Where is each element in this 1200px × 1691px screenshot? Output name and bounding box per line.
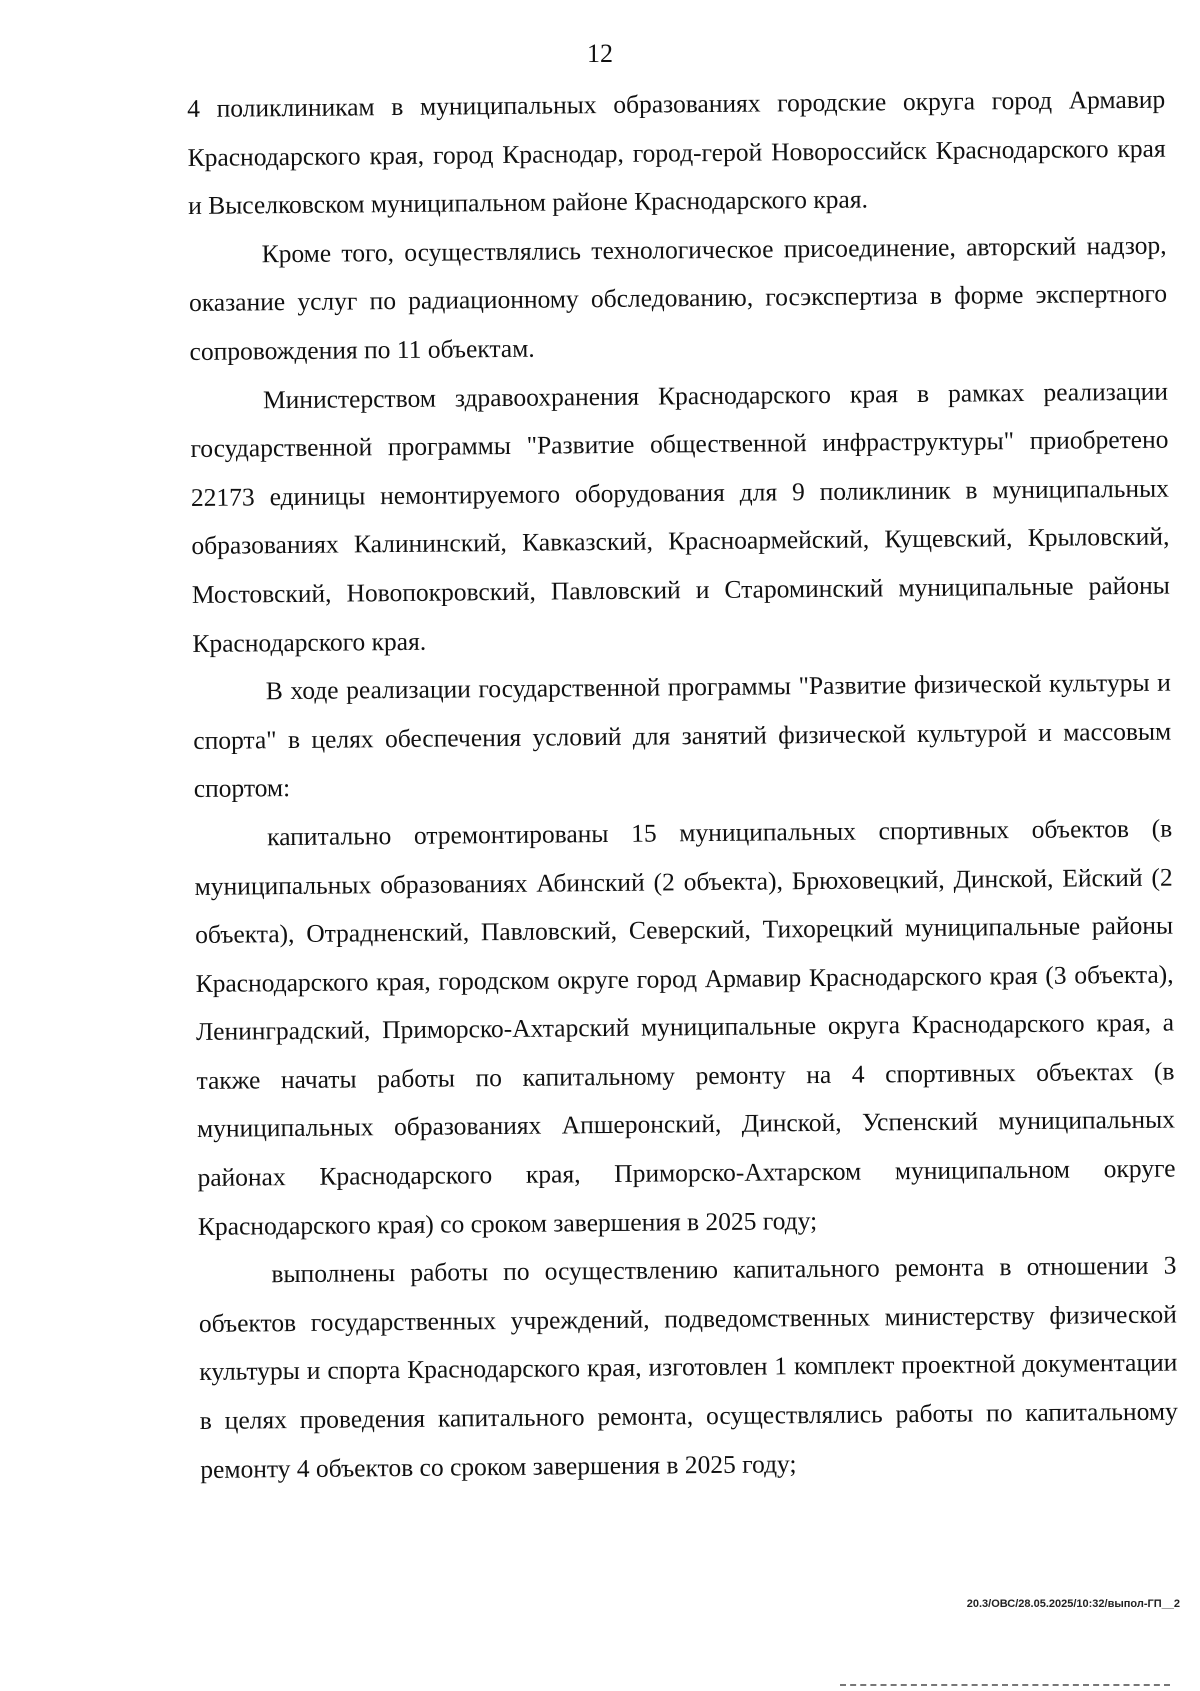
bottom-edge-marks [840, 1684, 1170, 1689]
footer-document-code: 20.3/ОВС/28.05.2025/10:32/выпол-ГП__2 [966, 1598, 1180, 1610]
page-number: 12 [587, 39, 613, 68]
paragraph-polyclinics-continuation: 4 поликлиникам в муниципальных образованиях городские округа город Армавир Краснодарского края, город Краснодар, город-герой Новороссийск Краснодарского края и Выселковском муниципальном районе Краснодарского края. [187, 84, 1166, 221]
paragraph-health-ministry-equipment: Министерством здравоохранения Краснодарского края в рамках реализации государственной программы "Развитие общественной инфраструктуры" приобретено 22173 единицы немонтируемого оборудования для 9 поликлиник в муниципальных образованиях Калининский, Кавказский, Красноармейский, Кущевский, Крыловский, Мостовский, Новопокровский, Павловский и Староминский муниципальные районы Краснодарского края. [190, 376, 1170, 658]
paragraph-technological-connection: Кроме того, осуществлялись технологическое присоединение, авторский надзор, оказание услуг по радиационному обследованию, госэкспертиза в форме экспертного сопровождения по 11 объектам. [188, 230, 1168, 366]
paragraph-state-institutions-repair: выполнены работы по осуществлению капитального ремонта в отношении 3 объектов государственных учреждений, подведомственных министерству физической культуры и спорта Краснодарского края, изготовлен 1 комплект проектной документации в целях проведения капитального ремонта, осуществлялись работы по капитальному ремонту 4 объектов со сроком завершения в 2025 году; [198, 1250, 1178, 1484]
document-body [187, 76, 1178, 1495]
paragraph-sports-objects-repaired: капитально отремонтированы 15 муниципальных спортивных объектов (в муниципальных образованиях Абинский (2 объекта), Брюховецкий, Динской, Ейский (2 объекта), Отрадненский, Павловский, Северский, Тихорецкий муниципальные районы Краснодарского края, городском округе город Армавир Краснодарского края (3 объекта), Ленинградский, Приморско-Ахтарский муниципальные округа Краснодарского края, а также начаты работы по капитальному ремонту на 4 спортивных объектах (в муниципальных образованиях Апшеронский, Динской, Успенский муниципальных районах Краснодарского края, Приморско-Ахтарском муниципальном округе Краснодарского края) со сроком завершения в 2025 году; [194, 813, 1176, 1241]
paragraph-sports-program-intro: В ходе реализации государственной программы "Развитие физической культуры и спорта" в целях обеспечения условий для занятий физической культурой и массовым спортом: [193, 667, 1172, 804]
